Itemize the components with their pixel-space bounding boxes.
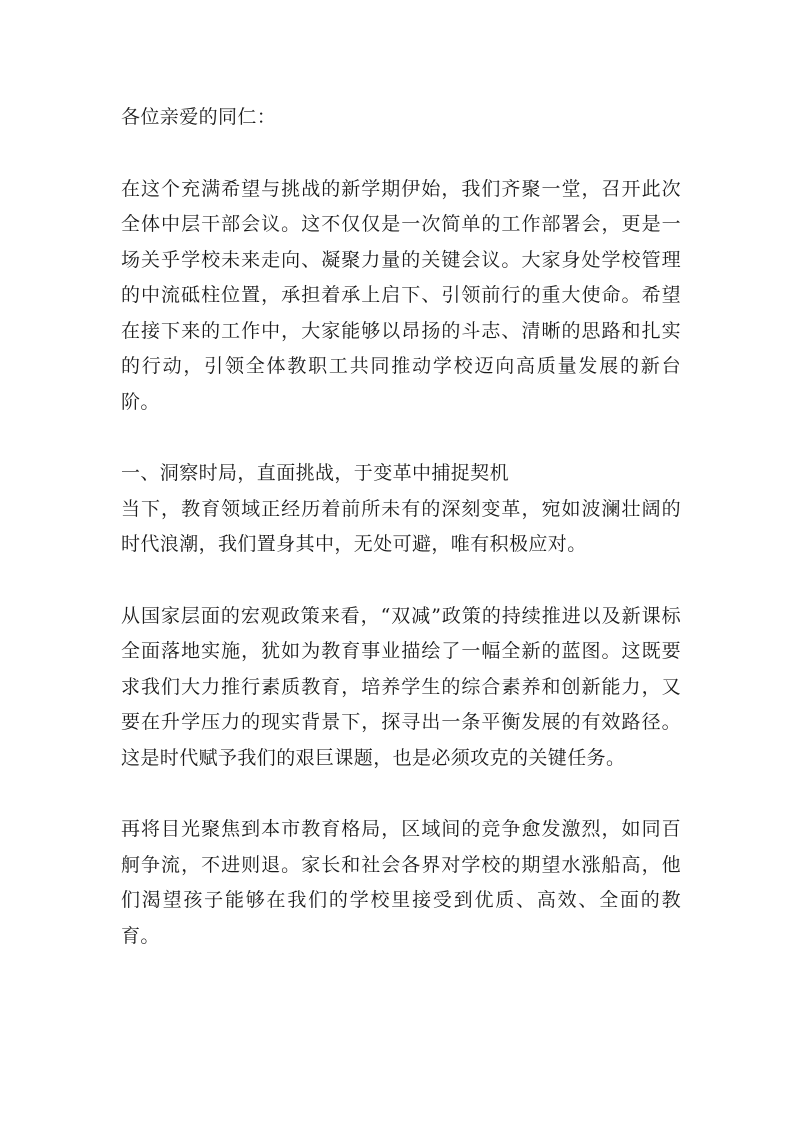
section-1-paragraph-3: 再将目光聚焦到本市教育格局，区域间的竞争愈发激烈，如同百舸争流，不进则退。家长和社会各界对学校的期望水涨船高，他们渴望孩子能够在我们的学校里接受到优质、高效、全面的教育。 bbox=[121, 818, 681, 947]
section-1-paragraph-2: 从国家层面的宏观政策来看，“双减”政策的持续推进以及新课标全面落地实施，犹如为教育事业描绘了一幅全新的蓝图。这既要求我们大力推行素质教育，培养学生的综合素养和创新能力，又要在升学压力的现实背景下，探寻出一条平衡发展的有效路径。这是时代赋予我们的艰巨课题，也是必须攻克的关键任务。 bbox=[121, 604, 681, 769]
salutation: 各位亲爱的同仁： bbox=[121, 106, 277, 128]
section-1-heading: 一、洞察时局，直面挑战，于变革中捕捉契机 bbox=[121, 462, 510, 484]
intro-paragraph: 在这个充满希望与挑战的新学期伊始，我们齐聚一堂，召开此次全体中层干部会议。这不仅仅是一次简单的工作部署会，更是一场关乎学校未来走向、凝聚力量的关键会议。大家身处学校管理的中流砥柱位置，承担着承上启下、引领前行的重大使命。希望在接下来的工作中，大家能够以昂扬的斗志、清晰的思路和扎实的行动，引领全体教职工共同推动学校迈向高质量发展的新台阶。 bbox=[121, 177, 681, 413]
section-1-paragraph-1: 当下，教育领域正经历着前所未有的深刻变革，宛如波澜壮阔的时代浪潮，我们置身其中，无处可避，唯有积极应对。 bbox=[121, 497, 681, 555]
document-body bbox=[121, 100, 681, 990]
